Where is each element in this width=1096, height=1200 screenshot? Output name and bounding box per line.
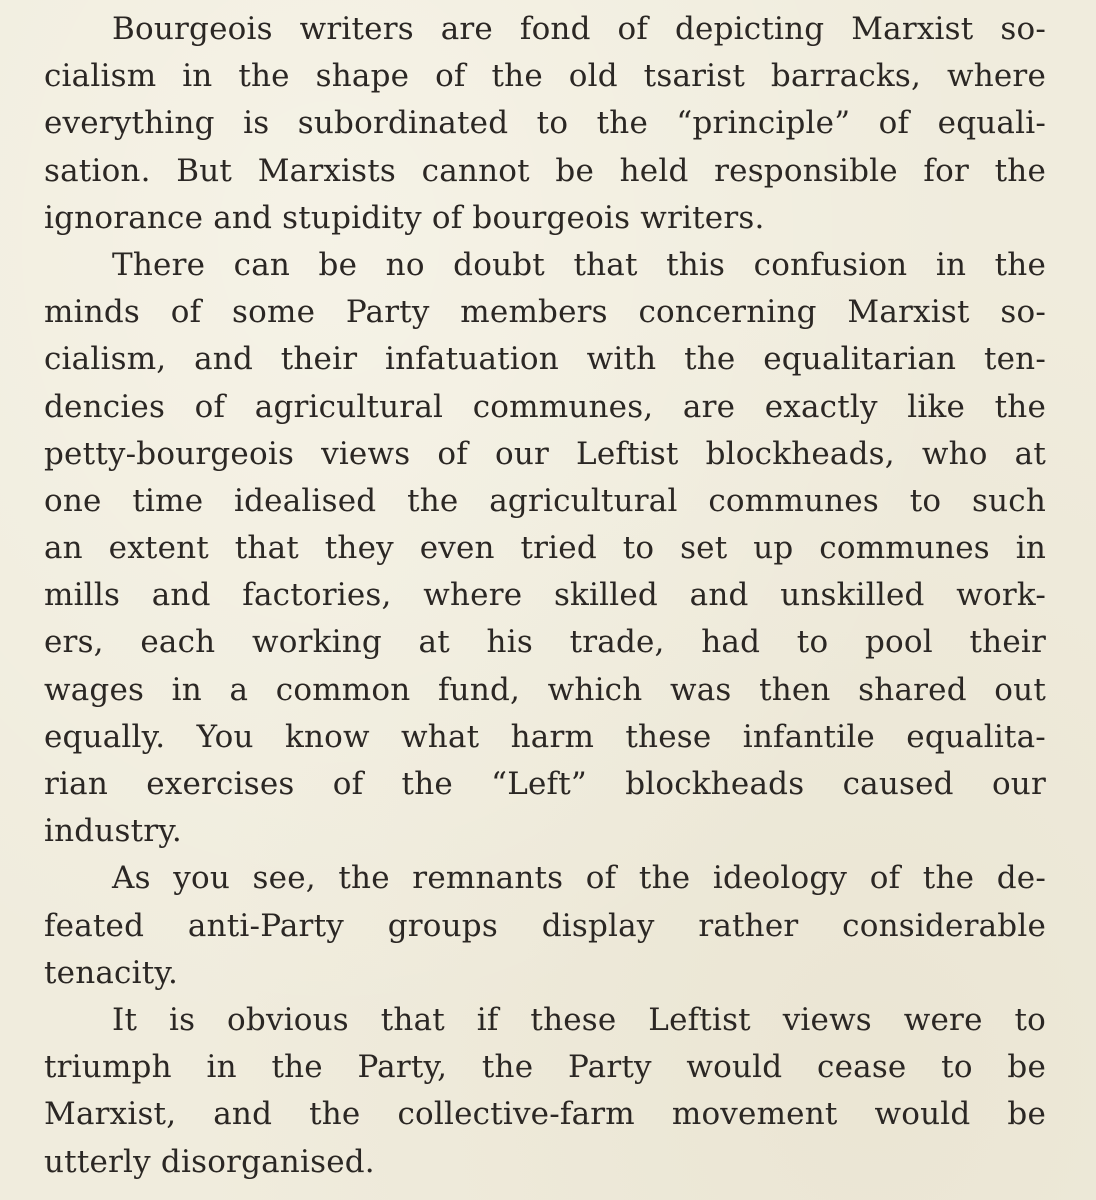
paragraph-3: [44, 855, 1046, 997]
text-line: tenacity.: [44, 954, 179, 991]
paragraph-4: [44, 997, 1046, 1186]
text-line: There can be no doubt that this confusion in the: [112, 246, 1046, 283]
text-line: cialism in the shape of the old tsarist barracks, where: [44, 58, 1046, 95]
text-line: industry.: [44, 813, 182, 850]
page-text: [44, 6, 1046, 1186]
text-line: ignorance and stupidity of bourgeois writers.: [44, 199, 765, 236]
text-line: everything is subordinated to the “principle” of equali-: [44, 105, 1046, 142]
text-line: minds of some Party members concerning Marxist so-: [44, 294, 1046, 331]
text-line: one time idealised the agricultural communes to such: [44, 482, 1046, 519]
text-line: an extent that they even tried to set up communes in: [44, 530, 1046, 567]
text-line: It is obvious that if these Leftist views were to: [112, 1001, 1046, 1038]
text-line: feated anti-Party groups display rather considerable: [44, 907, 1046, 944]
text-line: rian exercises of the “Left” blockheads caused our: [44, 766, 1046, 802]
text-line: sation. But Marxists cannot be held responsible for the: [44, 152, 1046, 189]
text-line: Marxist, and the collective-farm movement would be: [44, 1096, 1046, 1133]
text-line: Bourgeois writers are fond of depicting Marxist so-: [112, 11, 1046, 47]
text-line: equally. You know what harm these infantile equalita-: [44, 718, 1046, 755]
text-line: ers, each working at his trade, had to pool their: [44, 624, 1046, 661]
text-line: wages in a common fund, which was then shared out: [44, 671, 1046, 708]
text-line: cialism, and their infatuation with the equalitarian ten-: [44, 341, 1046, 378]
text-line: dencies of agricultural communes, are exactly like the: [44, 388, 1046, 425]
text-line: utterly disorganised.: [44, 1143, 375, 1180]
paragraph-2: [44, 242, 1046, 855]
text-line: mills and factories, where skilled and unskilled work-: [44, 577, 1046, 614]
text-line: As you see, the remnants of the ideology of the de-: [112, 860, 1046, 897]
text-line: triumph in the Party, the Party would cease to be: [44, 1049, 1046, 1086]
text-line: petty-bourgeois views of our Leftist blockheads, who at: [44, 435, 1046, 472]
paragraph-1: [44, 6, 1046, 242]
